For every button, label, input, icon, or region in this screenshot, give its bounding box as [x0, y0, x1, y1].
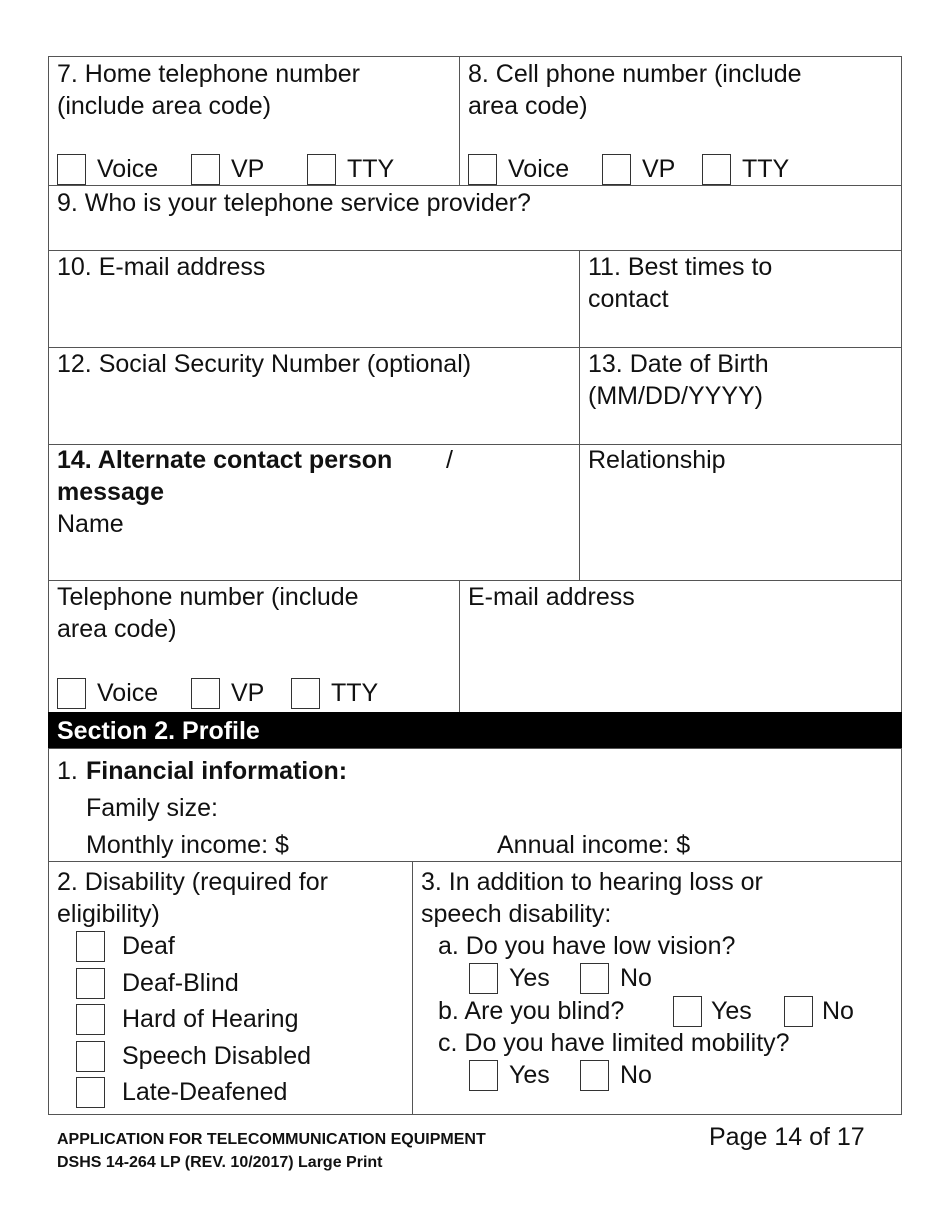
home-tty-checkbox[interactable] [307, 154, 336, 185]
mobility-yes-label: Yes [509, 1061, 550, 1089]
alternate-contact-heading: 14. Alternate contact person [57, 446, 393, 474]
ssn-label: 12. Social Security Number (optional) [57, 350, 472, 378]
alt-tty-checkbox[interactable] [291, 678, 320, 709]
low-vision-no-checkbox[interactable] [580, 963, 609, 994]
home-vp-checkbox[interactable] [191, 154, 220, 185]
cell-vp-checkbox[interactable] [602, 154, 631, 185]
home-voice-checkbox[interactable] [57, 154, 86, 185]
alt-vp-label: VP [231, 679, 265, 707]
best-times-label-2: contact [588, 285, 669, 313]
alternate-name-label: Name [57, 510, 124, 538]
home-vp-label: VP [231, 155, 265, 183]
hard-of-hearing-label: Hard of Hearing [122, 1005, 299, 1033]
home-phone-label-2: (include area code) [57, 92, 272, 120]
disability-label: 2. Disability (required for [57, 868, 328, 896]
best-times-label: 11. Best times to [588, 253, 773, 281]
alt-vp-checkbox[interactable] [191, 678, 220, 709]
alternate-contact-heading-2: message [57, 478, 165, 506]
late-deafened-checkbox[interactable] [76, 1077, 105, 1108]
alt-phone-label-2: area code) [57, 615, 177, 643]
low-vision-question: a. Do you have low vision? [438, 932, 736, 960]
financial-number: 1. [57, 757, 78, 785]
mobility-yes-checkbox[interactable] [469, 1060, 498, 1091]
section-2-header [48, 712, 902, 749]
dob-label: 13. Date of Birth [588, 350, 769, 378]
deaf-blind-checkbox[interactable] [76, 968, 105, 999]
alt-voice-label: Voice [97, 679, 159, 707]
annual-income-label: Annual income: $ [497, 831, 691, 859]
dob-label-2: (MM/DD/YYYY) [588, 382, 763, 410]
late-deafened-label: Late-Deafened [122, 1078, 288, 1106]
home-voice-label: Voice [97, 155, 159, 183]
cell-tty-checkbox[interactable] [702, 154, 731, 185]
deaf-blind-label: Deaf-Blind [122, 969, 239, 997]
home-tty-label: TTY [347, 155, 395, 183]
cell-vp-label: VP [642, 155, 676, 183]
section-2-title: Section 2. Profile [57, 717, 260, 745]
financial-title: Financial information: [86, 757, 348, 785]
alt-tty-label: TTY [331, 679, 379, 707]
alt-voice-checkbox[interactable] [57, 678, 86, 709]
hard-of-hearing-checkbox[interactable] [76, 1004, 105, 1035]
alt-phone-label: Telephone number (include [57, 583, 359, 611]
email-label: 10. E-mail address [57, 253, 266, 281]
footer-form-title: APPLICATION FOR TELECOMMUNICATION EQUIPMENT [57, 1131, 486, 1148]
home-phone-label: 7. Home telephone number [57, 60, 360, 88]
additional-conditions-label: 3. In addition to hearing loss or [421, 868, 763, 896]
page-number: Page 14 of 17 [709, 1123, 865, 1151]
alternate-contact-slash: / [446, 446, 453, 474]
blind-no-checkbox[interactable] [784, 996, 813, 1027]
low-vision-no-label: No [620, 964, 652, 992]
cell-phone-label-2: area code) [468, 92, 588, 120]
cell-voice-checkbox[interactable] [468, 154, 497, 185]
deaf-label: Deaf [122, 932, 175, 960]
cell-tty-label: TTY [742, 155, 790, 183]
cell-voice-label: Voice [508, 155, 570, 183]
low-vision-yes-label: Yes [509, 964, 550, 992]
additional-conditions-label-2: speech disability: [421, 900, 612, 928]
disability-label-2: eligibility) [57, 900, 160, 928]
blind-yes-label: Yes [711, 997, 752, 1025]
blind-question: b. Are you blind? [438, 997, 625, 1025]
low-vision-yes-checkbox[interactable] [469, 963, 498, 994]
deaf-checkbox[interactable] [76, 931, 105, 962]
family-size-label: Family size: [86, 794, 218, 822]
mobility-question: c. Do you have limited mobility? [438, 1029, 790, 1057]
cell-phone-label: 8. Cell phone number (include [468, 60, 802, 88]
footer-form-id: DSHS 14-264 LP (REV. 10/2017) Large Print [57, 1154, 383, 1171]
mobility-no-checkbox[interactable] [580, 1060, 609, 1091]
blind-no-label: No [822, 997, 854, 1025]
speech-disabled-label: Speech Disabled [122, 1042, 312, 1070]
monthly-income-label: Monthly income: $ [86, 831, 289, 859]
speech-disabled-checkbox[interactable] [76, 1041, 105, 1072]
relationship-label: Relationship [588, 446, 726, 474]
service-provider-label: 9. Who is your telephone service provider? [57, 189, 531, 217]
mobility-no-label: No [620, 1061, 652, 1089]
alt-email-label: E-mail address [468, 583, 635, 611]
blind-yes-checkbox[interactable] [673, 996, 702, 1027]
